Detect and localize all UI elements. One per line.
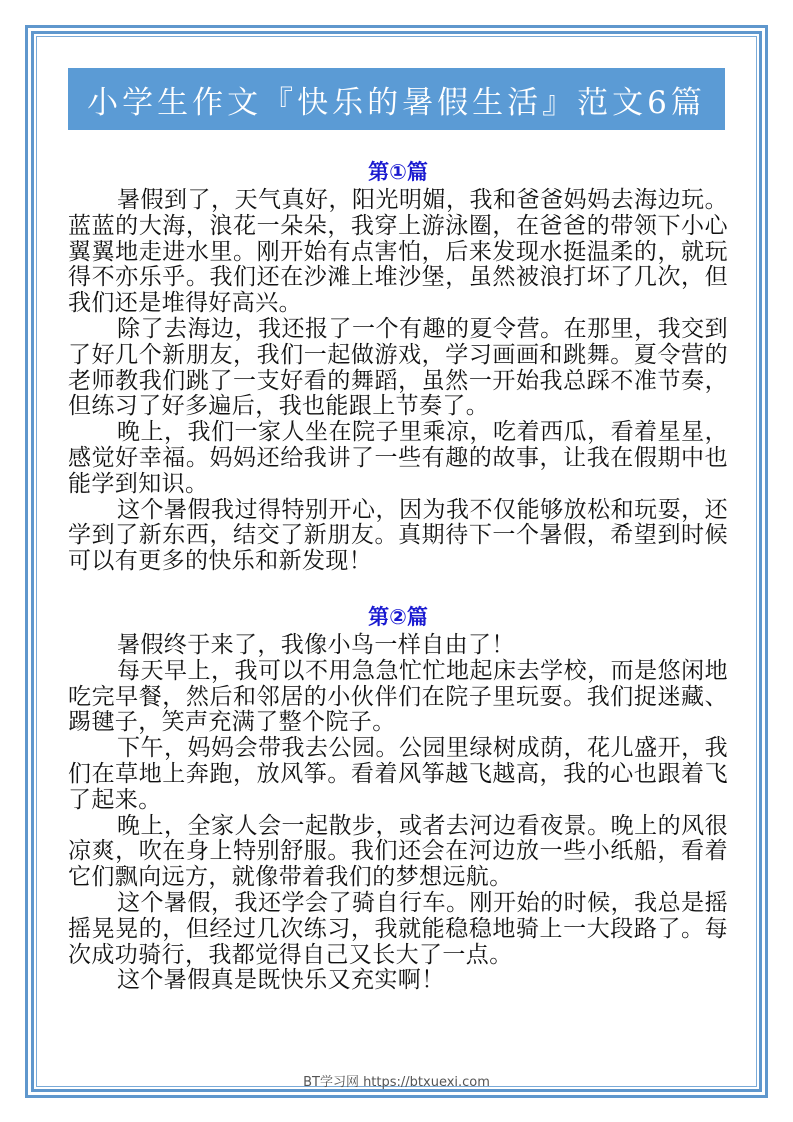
section-heading: 第②篇 [368,604,428,629]
footer-watermark: BT学习网 https://btxuexi.com [303,1075,490,1090]
paragraph: 这个暑假，我还学会了骑自行车。刚开始的时候，我总是摇摇晃晃的，但经过几次练习，我就能稳稳地骑上一大段路了。每次成功骑行，我都觉得自己又长大了一点。 [68,889,728,968]
paragraph: 晚上，全家人会一起散步，或者去河边看夜景。晚上的风很凉爽，吹在身上特别舒服。我们还会在河边放一些小纸船，看着它们飘向远方，就像带着我们的梦想远航。 [68,812,728,891]
section-heading: 第①篇 [368,160,428,184]
essay-section-1 [68,156,728,575]
paragraph: 除了去海边，我还报了一个有趣的夏令营。在那里，我交到了好几个新朋友，我们一起做游戏，学习画画和跳舞。夏令营的老师教我们跳了一支好看的舞蹈，虽然一开始我总踩不准节奏，但练习了好多遍后，我也能跟上节奏了。 [68,315,728,420]
paragraph: 暑假到了，天气真好，阳光明媚，我和爸爸妈妈去海边玩。蓝蓝的大海，浪花一朵朵，我穿上游泳圈，在爸爸的带领下小心翼翼地走进水里。刚开始有点害怕，后来发现水挺温柔的，就玩得不亦乐乎。我们还在沙滩上堆沙堡，虽然被浪打坏了几次，但我们还是堆得好高兴。 [68,187,728,317]
paragraph: 暑假终于来了，我像小鸟一样自由了！ [117,631,515,658]
essay-content [68,156,728,1020]
title-banner [68,68,725,130]
paragraph: 这个暑假我过得特别开心，因为我不仅能够放松和玩耍，还学到了新东西，结交了新朋友。真期待下一个暑假，希望到时候可以有更多的快乐和新发现！ [68,496,728,575]
paragraph: 晚上，我们一家人坐在院子里乘凉，吃着西瓜，看着星星，感觉好幸福。妈妈还给我讲了一些有趣的故事，让我在假期中也能学到知识。 [68,419,728,497]
paragraph: 每天早上，我可以不用急急忙忙地起床去学校，而是悠闲地吃完早餐，然后和邻居的小伙伴们在院子里玩耍。我们捉迷藏、踢毽子，笑声充满了整个院子。 [68,657,728,736]
paragraph: 下午，妈妈会带我去公园。公园里绿树成荫，花儿盛开，我们在草地上奔跑，放风筝。看着风筝越飞越高，我的心也跟着飞了起来。 [68,735,728,813]
page-title: 小学生作文『快乐的暑假生活』范文6篇 [87,84,706,121]
essay-section-2 [68,601,728,994]
paragraph: 这个暑假真是既快乐又充实啊！ [117,967,445,994]
